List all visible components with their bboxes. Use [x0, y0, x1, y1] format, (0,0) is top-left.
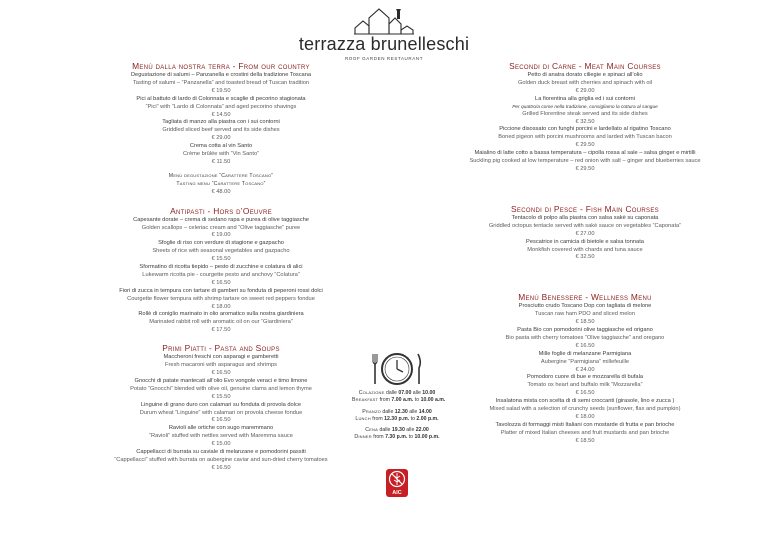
dish-translation: Fresh macaroni with asparagus and shrimps: [165, 362, 277, 369]
dish-price: € 14.50: [211, 111, 231, 118]
dish-price: € 29.00: [575, 87, 595, 94]
dish-name: Capesante dorate – crema di sedano rapa e purea di olive taggiasche: [133, 216, 309, 223]
dish-note: Per quattro/a come nella tradizione, consigliamo la cottura al sangue: [512, 104, 658, 110]
section-antipasti: [90, 206, 352, 336]
dish-price: € 15.50: [211, 256, 231, 263]
dish-price: € 15.50: [211, 393, 231, 400]
dish-price: € 16.50: [575, 390, 595, 397]
dish-name: Gnocchi di patate mantecati all’olio Evo vongole veraci e timo limone: [134, 377, 308, 384]
hours-dinner-it: Cena dalle 19.30 alle 22.00: [365, 427, 429, 434]
dish-price: € 32.50: [575, 118, 595, 125]
dish-translation: Tasting of salumi – “Panzanella” and toasted bread of Tuscan tradition: [132, 79, 310, 86]
dish-translation: “Pici” with “Lardo di Colonnata” and aged pecorino shavings: [145, 103, 297, 110]
dish-name: Piccione disossato con funghi porcini e lardellato al rigatino Toscano: [499, 126, 671, 133]
hours-breakfast-it: Colazione dalle 07.00 alle 10.00: [358, 390, 436, 396]
dish-name: Petto di anatra dorato ciliegie e spinaci all’olio: [527, 72, 643, 78]
dish-price: € 29.00: [211, 135, 231, 142]
section-title: Secondi di Pesce - Fish Main Courses: [511, 203, 659, 214]
dish-translation: Griddled sliced beef served and its side dishes: [162, 127, 280, 134]
brand-tagline: ROOF GARDEN RESTAURANT: [344, 56, 424, 61]
dish-translation: “Ravioli” stuffed with nettles served with Maremma sauce: [149, 433, 293, 440]
dish-translation: Sheets of rice with seasonal vegetables and gazpacho: [152, 248, 290, 255]
hours-lunch-it: Pranzo dalle 12.30 alle 14.00: [362, 408, 432, 415]
dish-price: € 16.50: [211, 279, 231, 286]
dish-price: € 19.00: [211, 232, 231, 239]
dish-name: Sfoglie di riso con verdure di stagione e gazpacho: [158, 240, 284, 247]
dish-translation: Potato “Gnocchi” blended with olive oil, genuine clams and lemon thyme: [130, 385, 312, 392]
section-meat: [440, 61, 730, 174]
dish-name: Tentacolo di polpo alla piastra con salsa sakè su caponata: [511, 214, 659, 221]
dish-name: Mille foglie di melanzane Parmigiana: [538, 350, 632, 357]
section-title: Secondi di Carne - Meat Main Courses: [509, 61, 661, 71]
dish-price: € 18.50: [575, 319, 595, 326]
dish-name: Prosciutto crudo Toscano Dop con tagliata di melone: [518, 303, 652, 310]
section-wellness: [440, 292, 730, 445]
section-title: Primi Piatti - Pasta and Soups: [162, 343, 280, 354]
dish-translation: Marinated rabbit roll with aromatic oil on our “Giardiniera”: [149, 319, 293, 326]
dish-translation: Crème brûlée with “Vin Santo”: [182, 151, 260, 158]
dish-price: € 24.00: [575, 366, 595, 373]
dish-name: Ravioli alle ortiche con sugo maremmano: [168, 425, 274, 432]
dish-price: € 27.00: [575, 230, 595, 237]
dish-name: Pomodoro cuore di bue e mozzarella di bufala: [526, 374, 644, 381]
section-title: Antipasti - Hors d’Oeuvre: [170, 205, 272, 216]
dish-translation: Golden scallops – celeriac cream and “Olive taggiasche” puree: [141, 224, 301, 231]
dish-translation: Suckling pig cooked at low temperature – red onion with salt – ginger and blueberries sauce: [469, 158, 701, 165]
dish-name: Fiori di zucca in tempura con tartare di gamberi su fonduta di peperoni rossi dolci: [119, 287, 323, 294]
dish-name: Degustazione di salumi – Panzanella e crostini della tradizione Toscana: [130, 72, 312, 78]
dish-translation: Lukewarm ricotta pie - courgette pesto and anchovy “Colatura”: [142, 271, 300, 278]
dish-price: € 18.50: [575, 437, 595, 444]
dish-name: Sformatino di ricotta tiepido – pesto di zucchine e colatura di alici: [139, 264, 303, 271]
dish-price: € 16.50: [575, 342, 595, 349]
dish-translation: Aubergine “Parmigiana” millefeuille: [540, 358, 630, 365]
dish-translation: Bio pasta with cherry tomatoes “Olive taggiasche” and oregano: [505, 334, 665, 341]
tasting-menu-translation: Tasting menu “Carattere Toscano”: [176, 180, 266, 187]
dish-price: € 11.50: [211, 158, 231, 165]
dish-translation: Mixed salad with a selection of crunchy seeds (sunflower, flax and pumpkin): [489, 406, 681, 413]
dish-name: Maccheroni freschi con asparagi e gamberetti: [163, 354, 279, 361]
section-title: Menù dalla nostra terra - From our country: [132, 61, 310, 71]
clock-cutlery-icon: [369, 352, 425, 386]
dish-translation: Courgette flower tempura with shrimp tartare on sweet red peppers fondue: [127, 295, 315, 302]
dish-price: € 32.50: [575, 254, 595, 261]
dish-price: € 15.00: [211, 441, 231, 448]
gluten-free-icon: [386, 469, 408, 497]
dish-price: € 17.50: [211, 327, 231, 334]
dish-name: Cappellacci di burrata su caviale di melanzane e pomodorini passiti: [136, 449, 306, 456]
brand-name: terrazza brunelleschi: [298, 34, 470, 54]
dish-price: € 16.50: [211, 464, 231, 471]
opening-hours: [352, 352, 446, 442]
dish-name: Maialino di latte cotto a bassa temperatura – cipolla rossa al sale – salsa ginger e mirtilli: [474, 150, 696, 157]
dish-price: € 18.00: [575, 414, 595, 420]
aic-label: AIC: [392, 490, 402, 496]
aic-gluten-free-badge: [386, 469, 408, 497]
right-column: [440, 61, 730, 446]
tasting-menu-price: € 48.00: [211, 188, 231, 195]
dish-translation: Tomato ox heart and buffalo milk “Mozzarella”: [527, 382, 643, 389]
dish-name: La fiorentina alla griglia ed i sui contorni: [535, 95, 635, 102]
hours-dinner-en: Dinner from 7.30 p.m. to 10.00 p.m.: [354, 434, 440, 441]
section-title: Menù Benessere - Wellness Menu: [518, 292, 652, 303]
dish-price: € 18.00: [211, 303, 231, 310]
dish-name: Pici al battuto di lardo di Colonnata e scaglie di pecorino stagionata: [136, 95, 306, 102]
dish-price: € 19.50: [211, 87, 231, 94]
dish-name: Linguine di grano duro con calamari su fonduta di provola dolce: [141, 401, 301, 408]
dish-price: € 29.50: [575, 165, 595, 172]
dish-name: Pasta Bio con pomodorini olive taggiasche ed origano: [517, 327, 653, 334]
dish-price: € 29.50: [575, 142, 595, 149]
dish-translation: Griddled octopus tentacle served with sakè sauce on vegetables “Caponata”: [488, 222, 682, 229]
hours-lunch-en: Lunch from 12.30 p.m. to 2.00 p.m.: [355, 415, 439, 422]
dish-price: € 16.50: [211, 370, 231, 376]
dish-translation: Golden duck breast with cherries and spinach with oil: [517, 79, 653, 86]
dish-name: Insalatona mista con scelta di di semi croccanti (girasole, lino e zucca ): [495, 398, 675, 405]
dish-name: Tavolozza di formaggi misti Italiani con mostarde di frutta e pan brioche: [495, 421, 675, 428]
dish-name: Pescatrice in camicia di bietole e salsa tonnata: [526, 238, 644, 245]
dish-translation: Monkfish covered with chards and tuna sauce: [527, 246, 643, 253]
left-column: [90, 61, 352, 473]
logo: [0, 6, 768, 61]
skyline-logo-icon: [353, 6, 415, 36]
dish-name: Crema cotta al vin Santo: [189, 143, 253, 150]
section-fish: [440, 204, 730, 262]
dish-translation: Boned pigeon with porcini mushrooms and larded with Tuscan bacon: [498, 134, 672, 141]
section-from-our-country: [90, 61, 352, 197]
tasting-menu-title: Menù degustazione “Carattere Toscano”: [168, 172, 274, 179]
hours-breakfast-en: Breakfast from 7.00 a.m. to 10.00 a.m.: [352, 397, 446, 404]
dish-translation: Platter of mixed Italian cheeses and fruit mustards and pan brioche: [500, 429, 670, 436]
dish-translation: “Cappellacci” stuffed with burrata on aubergine caviar and sun-dried cherry tomatoes: [114, 456, 328, 463]
dish-price: € 16.50: [211, 417, 231, 424]
dish-translation: Tuscan raw ham PDO and sliced melon: [535, 311, 635, 318]
section-primi-piatti: [90, 343, 352, 473]
dish-name: Rollè di coniglio marinato in olio aromatico sulla nostra giardiniera: [138, 311, 304, 318]
dish-translation: Grilled Florentine steak served and its side dishes: [522, 110, 648, 117]
dish-translation: Durum wheat “Linguine” with calamari on provola cheese fondue: [139, 409, 303, 416]
dish-name: Tagliata di manzo alla piastra con i sui contorni: [162, 119, 280, 126]
